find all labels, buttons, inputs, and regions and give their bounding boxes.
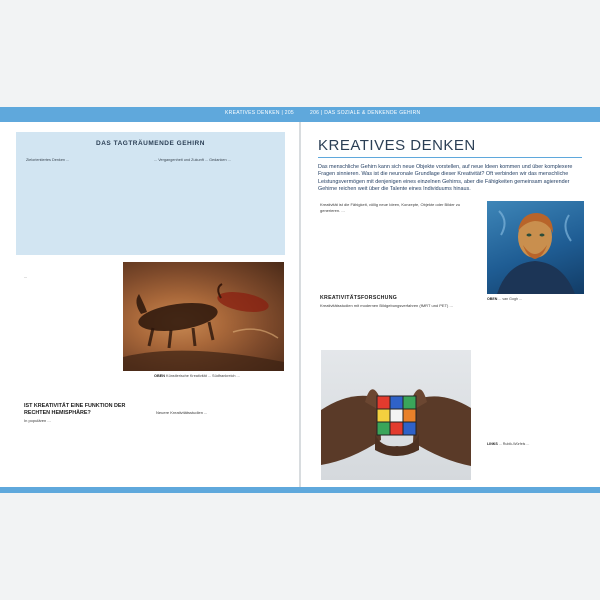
info-box-text-col-2: ... Vergangenheit und Zukunft ... Gedanken ... [154,158,231,162]
title-divider [318,157,582,158]
right-subheading: KREATIVITÄTSFORSCHUNG [320,295,398,301]
right-body-text-2: Kreativitätsstudien mit modernen Bildgebungsverfahren (fMRT und PET) ... [320,303,453,308]
info-box-daydreaming [16,132,285,255]
portrait-image-caption [487,297,584,302]
middle-body-text: Neuere Kreativitätsstudien ... [156,410,208,415]
right-body-text: Kreativität ist die Fähigkeit, völlig neue Ideen, Konzepte, Objekte oder Bilder zu generieren. ... [320,202,461,214]
portrait-image [487,201,584,294]
page-title: KREATIVES DENKEN [318,137,476,154]
info-box-title: DAS TAGTRÄUMENDE GEHIRN [96,140,205,147]
bottom-color-band [0,487,600,493]
top-color-band [0,107,600,122]
caption-label: OBEN [154,374,165,378]
caption-text: ... van Gogh ... [498,297,522,301]
rubiks-cube-hands-image [321,350,471,480]
left-subheading: IST KREATIVITÄT EINE FUNKTION DER RECHTEN HEMISPHÄRE? [24,403,126,416]
cube-image-caption [487,442,584,447]
book-gutter [299,107,301,493]
caption-label: OBEN [487,297,498,301]
caption-label: LINKS [487,442,498,446]
running-head-right: 206 | DAS SOZIALE & DENKENDE GEHIRN [310,110,421,116]
running-head-left: KREATIVES DENKEN | 205 [225,110,294,116]
caption-text: Künstlerische Kreativität ... Südfrankreich ... [166,374,240,378]
cave-image-caption [154,374,282,379]
left-body-text: ... [24,274,28,279]
info-box-text-col-1: Zielorientiertes Denken ... [26,158,70,162]
cave-painting-image [123,262,284,371]
caption-text: ... Rubik-Würfels ... [498,442,530,446]
intro-paragraph: Das menschliche Gehirn kann sich neue Objekte vorstellen, auf neue Ideen kommen und über komplexere Fragen sinnieren. Was ist die neuronale Grundlage dieser Kreativität? Oft verbinden wir das menschliche Leistungsvermögen mit denjenigen eines einzelnen Gehirns, aber die Fähigkeiten gemeinsam agierender Gehirne reichen weit über die Talente eines Individuums hinaus. [318,164,573,192]
left-body-text-2: In populären ... [24,418,51,423]
